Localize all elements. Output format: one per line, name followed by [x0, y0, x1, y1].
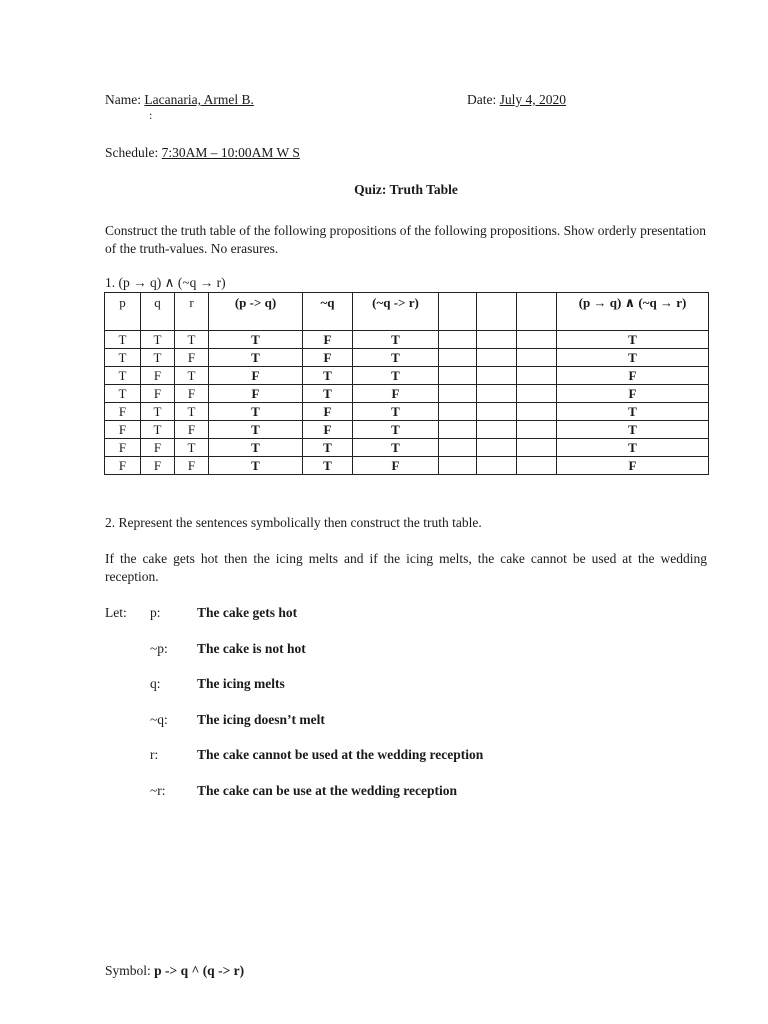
table-cell [477, 439, 517, 457]
table-cell: F [209, 385, 303, 403]
table-cell: F [141, 367, 175, 385]
table-cell: T [175, 439, 209, 457]
table-cell: T [175, 403, 209, 421]
table-cell: T [209, 457, 303, 475]
table-cell: T [141, 403, 175, 421]
let-variable: ~q: [150, 711, 168, 727]
instructions: Construct the truth table of the following propositions of the following propositions. Show orderly presentation of the truth-values. No erasures. [105, 223, 707, 256]
question-1-label: 1. (p → q) ∧ (~q → r) [105, 275, 226, 290]
table-cell: T [105, 331, 141, 349]
table-row [105, 421, 709, 439]
table-cell: T [209, 349, 303, 367]
table-cell: T [303, 385, 353, 403]
header-p: p [105, 293, 141, 331]
let-variable: ~r: [150, 782, 166, 798]
header-blank-3 [517, 293, 557, 331]
truth-table [104, 292, 709, 475]
table-cell: T [303, 457, 353, 475]
table-cell: T [105, 349, 141, 367]
table-row [105, 349, 709, 367]
table-cell: T [557, 331, 709, 349]
table-cell: T [353, 403, 439, 421]
table-cell [517, 367, 557, 385]
table-cell: F [209, 367, 303, 385]
table-cell: T [353, 421, 439, 439]
table-cell: T [209, 439, 303, 457]
name-line [105, 92, 254, 108]
table-cell [477, 421, 517, 439]
date-label: Date: [467, 92, 497, 107]
table-cell [439, 439, 477, 457]
header-not-q-implies-r: (~q -> r) [353, 293, 439, 331]
table-cell: F [105, 421, 141, 439]
table-cell: T [105, 367, 141, 385]
table-cell [439, 331, 477, 349]
schedule-value: 7:30AM – 10:00AM W S [161, 145, 300, 160]
table-cell: T [557, 421, 709, 439]
let-variable: r: [150, 747, 159, 762]
let-definition: The icing doesn’t melt [197, 711, 325, 727]
table-cell: F [141, 457, 175, 475]
table-cell [477, 457, 517, 475]
table-cell: F [353, 457, 439, 475]
table-cell: F [141, 385, 175, 403]
table-cell [477, 331, 517, 349]
table-row [105, 367, 709, 385]
table-cell [439, 385, 477, 403]
table-cell: F [303, 403, 353, 421]
table-cell [517, 349, 557, 367]
header-not-q: ~q [303, 293, 353, 331]
table-cell: T [353, 349, 439, 367]
table-cell: T [557, 349, 709, 367]
table-cell [517, 385, 557, 403]
table-cell [477, 349, 517, 367]
date-value: July 4, 2020 [499, 92, 567, 107]
table-cell: T [353, 367, 439, 385]
table-cell: T [175, 367, 209, 385]
symbol-value: p -> q ^ (q -> r) [154, 963, 245, 978]
page-title: Quiz: Truth Table [354, 182, 458, 197]
table-cell: F [175, 349, 209, 367]
table-cell [517, 457, 557, 475]
table-cell: F [175, 385, 209, 403]
table-cell: T [353, 331, 439, 349]
table-cell: T [141, 421, 175, 439]
name-label: Name: [105, 92, 141, 107]
table-cell: T [557, 403, 709, 421]
table-row [105, 385, 709, 403]
question-2-sentence: If the cake gets hot then the icing melts and if the icing melts, the cake cannot be used at the wedding reception. [105, 551, 707, 584]
table-cell [439, 349, 477, 367]
table-cell: T [141, 331, 175, 349]
table-cell [439, 403, 477, 421]
table-cell [439, 421, 477, 439]
let-definition: The cake gets hot [197, 605, 298, 620]
table-cell: F [303, 349, 353, 367]
table-cell: F [353, 385, 439, 403]
table-cell: T [209, 403, 303, 421]
let-definition: The cake is not hot [197, 640, 306, 656]
table-cell: F [141, 439, 175, 457]
name-value: Lacanaria, Armel B. [144, 92, 254, 107]
header-final: (p → q) ∧ (~q → r) [557, 293, 709, 331]
let-definition: The cake cannot be used at the wedding reception [197, 747, 484, 762]
let-variable: ~p: [150, 640, 168, 656]
question-2-label: 2. Represent the sentences symbolically then construct the truth table. [105, 515, 482, 530]
table-cell: F [303, 331, 353, 349]
table-cell: T [209, 421, 303, 439]
table-cell: T [141, 349, 175, 367]
table-cell: F [557, 385, 709, 403]
table-cell: F [557, 367, 709, 385]
let-variable: q: [150, 676, 161, 691]
table-cell [477, 367, 517, 385]
table-cell [517, 331, 557, 349]
schedule-line [105, 145, 300, 161]
let-variable: p: [150, 605, 161, 620]
table-cell: F [105, 403, 141, 421]
table-cell: F [105, 439, 141, 457]
table-cell: F [175, 457, 209, 475]
header-blank-2 [477, 293, 517, 331]
table-cell: T [303, 439, 353, 457]
table-cell: F [557, 457, 709, 475]
header-r: r [175, 293, 209, 331]
table-cell [517, 403, 557, 421]
table-row [105, 331, 709, 349]
name-colon: : [149, 108, 153, 122]
schedule-label: Schedule: [105, 145, 159, 160]
table-cell: T [353, 439, 439, 457]
header-p-implies-q: (p -> q) [209, 293, 303, 331]
table-row [105, 439, 709, 457]
table-cell: F [303, 421, 353, 439]
table-cell: T [209, 331, 303, 349]
table-cell: T [175, 331, 209, 349]
table-cell: T [105, 385, 141, 403]
let-definition: The cake can be use at the wedding reception [197, 782, 457, 798]
table-cell: T [557, 439, 709, 457]
table-cell [517, 421, 557, 439]
symbol-label: Symbol: [105, 963, 151, 978]
table-row [105, 403, 709, 421]
symbol-line [105, 963, 244, 979]
date-line [467, 92, 566, 108]
table-header-row [105, 293, 709, 331]
table-cell [439, 367, 477, 385]
header-q: q [141, 293, 175, 331]
table-cell: F [105, 457, 141, 475]
let-label: Let: [105, 605, 127, 620]
table-cell [477, 385, 517, 403]
header-blank-1 [439, 293, 477, 331]
table-cell [517, 439, 557, 457]
table-cell: F [175, 421, 209, 439]
let-definition: The icing melts [197, 676, 285, 691]
table-cell [477, 403, 517, 421]
table-cell [439, 457, 477, 475]
table-cell: T [303, 367, 353, 385]
table-row [105, 457, 709, 475]
